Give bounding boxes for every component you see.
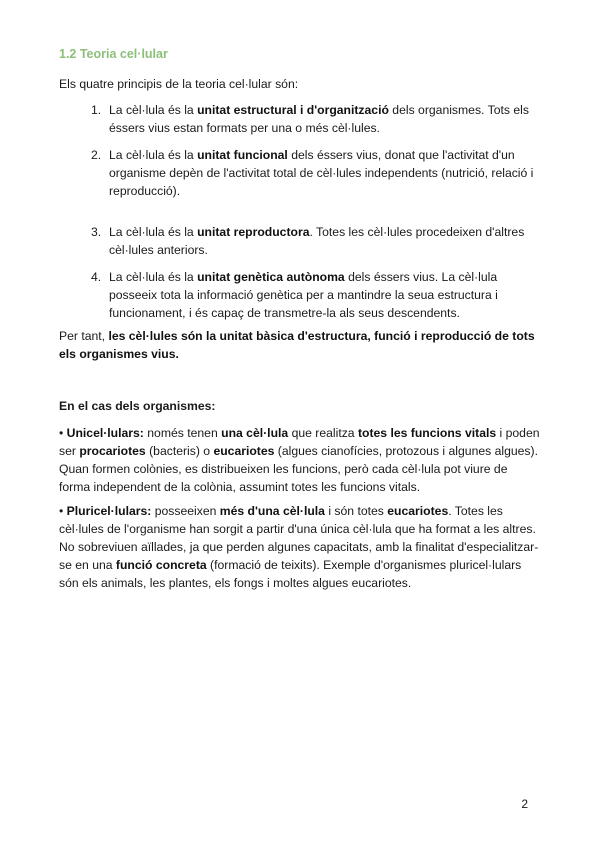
principle-item bbox=[59, 146, 541, 200]
para-text: (formació de teixits). Exemple d'organismes pluricel·lulars són els animals, les plantes, els fongs i moltes algues eucariotes. bbox=[59, 558, 522, 590]
principle-item bbox=[59, 101, 541, 137]
principle-text: La cèl·lula és la bbox=[109, 270, 198, 284]
page-number: 2 bbox=[521, 797, 528, 811]
organisms-heading: En el cas dels organismes: bbox=[59, 399, 216, 413]
para-bold: eucariotes bbox=[213, 444, 275, 458]
principle-item bbox=[59, 223, 541, 259]
unicellular-label: Unicel·lulars: bbox=[66, 426, 144, 440]
conclusion-text: Per tant, bbox=[59, 329, 109, 343]
para-bold: funció concreta bbox=[115, 558, 207, 572]
para-text: (bacteris) o bbox=[145, 444, 214, 458]
principle-text: dels organismes. Tots els éssers vius estan formats per una o més cèl·lules. bbox=[109, 103, 529, 135]
para-text: . Totes les cèl·lules de l'organisme han sorgit a partir d'una única cèl·lula que ha format a les altres. No sobreviuen aïllades, ja que perden algunes capacitats, amb la finalitat d'especialitzar-se en una bbox=[59, 504, 539, 572]
list-number: 1. bbox=[91, 103, 102, 117]
para-text: que realitza bbox=[288, 426, 358, 440]
principle-text: La cèl·lula és la bbox=[109, 103, 198, 117]
principle-text: dels éssers vius. La cèl·lula posseeix tota la informació genètica per a mantindre la seua estructura i funcionament, i és capaç de transmetre-la als seus descendents. bbox=[109, 270, 498, 320]
para-bold: més d'una cèl·lula bbox=[219, 504, 325, 518]
para-text: i poden ser bbox=[59, 426, 540, 458]
list-number: 2. bbox=[91, 148, 102, 162]
para-text: (algues cianofícies, protozous i algunes algues). Quan formen colònies, es distribueixen les funcions, però cada cèl·lula pot viure de forma independent de la colònia, assumint totes les funcions vitals. bbox=[59, 444, 538, 494]
principle-bold: unitat reproductora bbox=[197, 225, 310, 239]
principle-bold: unitat funcional bbox=[197, 148, 288, 162]
multicellular-paragraph bbox=[59, 502, 541, 592]
bullet: • bbox=[59, 426, 67, 440]
principle-bold: unitat estructural i d'organització bbox=[197, 103, 389, 117]
principle-text: dels éssers vius, donat que l'activitat d'un organisme depèn de l'activitat total de cèl·lules independents (nutrició, relació i reproducció). bbox=[109, 148, 534, 198]
para-bold: procariotes bbox=[79, 444, 146, 458]
conclusion-paragraph bbox=[59, 327, 541, 363]
principle-text: . Totes les cèl·lules procedeixen d'altres cèl·lules anteriors. bbox=[109, 225, 525, 257]
document-page bbox=[59, 46, 541, 598]
para-bold: eucariotes bbox=[387, 504, 449, 518]
para-text: només tenen bbox=[143, 426, 222, 440]
list-number: 4. bbox=[91, 270, 102, 284]
para-bold: totes les funcions vitals bbox=[357, 426, 497, 440]
unicellular-paragraph bbox=[59, 424, 541, 496]
principle-item bbox=[59, 268, 541, 322]
principle-text: La cèl·lula és la bbox=[109, 225, 198, 239]
principle-bold: unitat genètica autònoma bbox=[197, 270, 345, 284]
bullet: • bbox=[59, 504, 67, 518]
conclusion-bold: les cèl·lules són la unitat bàsica d'estructura, funció i reproducció de tots els organismes vius. bbox=[59, 329, 535, 361]
section-heading: 1.2 Teoria cel·lular bbox=[59, 47, 168, 61]
para-bold: una cèl·lula bbox=[221, 426, 289, 440]
multicellular-label: Pluricel·lulars: bbox=[66, 504, 152, 518]
principles-list bbox=[59, 101, 541, 322]
principle-text: La cèl·lula és la bbox=[109, 148, 198, 162]
intro-paragraph: Els quatre principis de la teoria cel·lular són: bbox=[59, 77, 299, 91]
list-number: 3. bbox=[91, 225, 102, 239]
para-text: i són totes bbox=[324, 504, 388, 518]
para-text: posseeixen bbox=[151, 504, 220, 518]
